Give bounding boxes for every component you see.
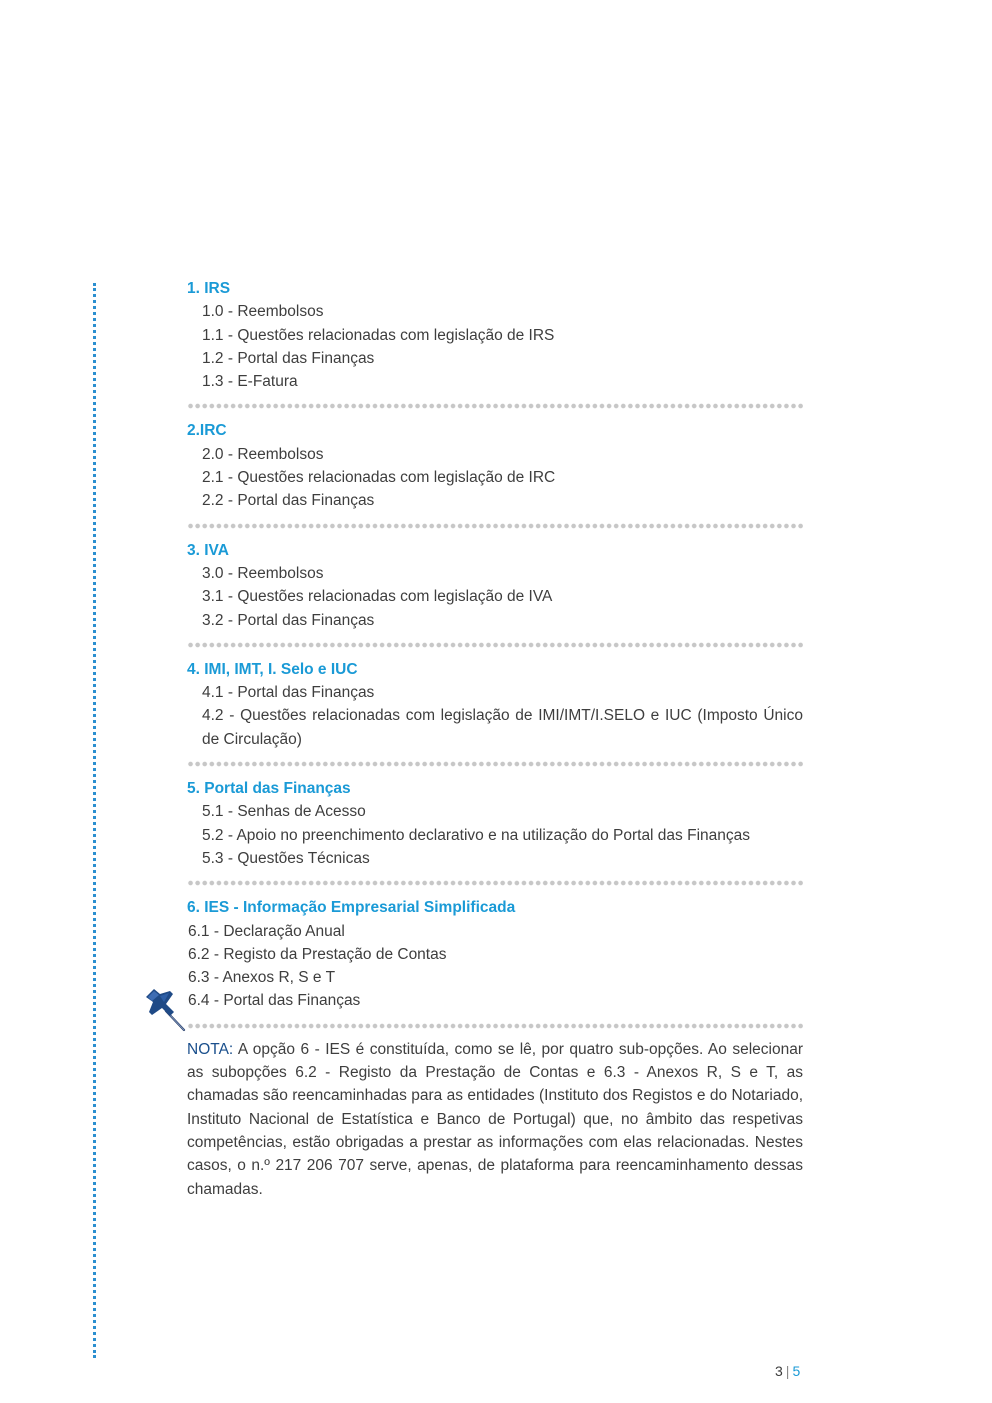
- list-item: 2.0 - Reembolsos: [202, 445, 324, 463]
- pushpin-icon: [140, 983, 190, 1033]
- list-item: 1.0 - Reembolsos: [202, 303, 324, 321]
- page-separator: |: [785, 1363, 790, 1379]
- dotted-divider: [187, 642, 803, 648]
- section-title: 2.IRC: [187, 422, 227, 440]
- section-irc: [187, 419, 803, 512]
- dotted-divider: [187, 761, 803, 767]
- section-title: 3. IVA: [187, 541, 229, 559]
- list-item: 6.1 - Declaração Anual: [188, 922, 345, 940]
- list-item: 3.1 - Questões relacionadas com legislação de IVA: [202, 588, 553, 606]
- list-item: 6.3 - Anexos R, S e T: [188, 969, 336, 987]
- note-text: A opção 6 - IES é constituída, como se lê, por quatro sub-opções. Ao selecionar as subopções 6.2 - Registo da Prestação de Contas e 6.3 - Anexos R, S e T, as chamadas são reencaminhadas para as entidades (Instituto dos Registos e do Notariado, Instituto Nacional de Estatística e Banco de Portugal) que, no âmbito das respetivas competências, estão obrigadas a prestar as informações com elas relacionadas. Nestes casos, o n.º 217 206 707 serve, apenas, de plataforma para reencaminhamento dessas chamadas.: [187, 1040, 803, 1198]
- section-title: 5. Portal das Finanças: [187, 780, 351, 798]
- menu-options-list: [187, 277, 803, 1201]
- list-item: 6.4 - Portal das Finanças: [188, 992, 361, 1010]
- list-item: 5.3 - Questões Técnicas: [202, 849, 370, 867]
- list-item: 6.2 - Registo da Prestação de Contas: [188, 945, 447, 963]
- list-item: 4.2 - Questões relacionadas com legislação de IMI/IMT/I.SELO e IUC (Imposto Único de Circulação): [202, 707, 803, 748]
- section-iva: [187, 539, 803, 632]
- section-ies: [187, 896, 803, 1012]
- list-item: 4.1 - Portal das Finanças: [202, 684, 375, 702]
- section-title: 6. IES - Informação Empresarial Simplificada: [187, 899, 516, 917]
- dotted-divider: [187, 1023, 803, 1029]
- list-item: 5.1 - Senhas de Acesso: [202, 803, 366, 821]
- list-item: 2.2 - Portal das Finanças: [202, 492, 375, 510]
- list-item: 1.3 - E-Fatura: [202, 373, 298, 391]
- section-irs: [187, 277, 803, 393]
- page-number: [775, 1363, 800, 1379]
- list-item: 5.2 - Apoio no preenchimento declarativo e na utilização do Portal das Finanças: [202, 826, 751, 844]
- current-page: 3: [775, 1363, 783, 1379]
- section-title: 1. IRS: [187, 280, 231, 297]
- note-paragraph: [187, 1038, 803, 1201]
- margin-dotted-line: [93, 283, 96, 1358]
- dotted-divider: [187, 403, 803, 409]
- section-imi: [187, 658, 803, 751]
- dotted-divider: [187, 880, 803, 886]
- note-label: NOTA:: [187, 1040, 234, 1058]
- list-item: 1.1 - Questões relacionadas com legislação de IRS: [202, 326, 555, 344]
- list-item: 2.1 - Questões relacionadas com legislação de IRC: [202, 469, 556, 487]
- section-portal: [187, 777, 803, 870]
- total-pages: 5: [792, 1363, 801, 1379]
- dotted-divider: [187, 523, 803, 529]
- list-item: 1.2 - Portal das Finanças: [202, 349, 375, 367]
- list-item: 3.0 - Reembolsos: [202, 564, 324, 582]
- list-item: 3.2 - Portal das Finanças: [202, 611, 375, 629]
- section-title: 4. IMI, IMT, I. Selo e IUC: [187, 660, 358, 678]
